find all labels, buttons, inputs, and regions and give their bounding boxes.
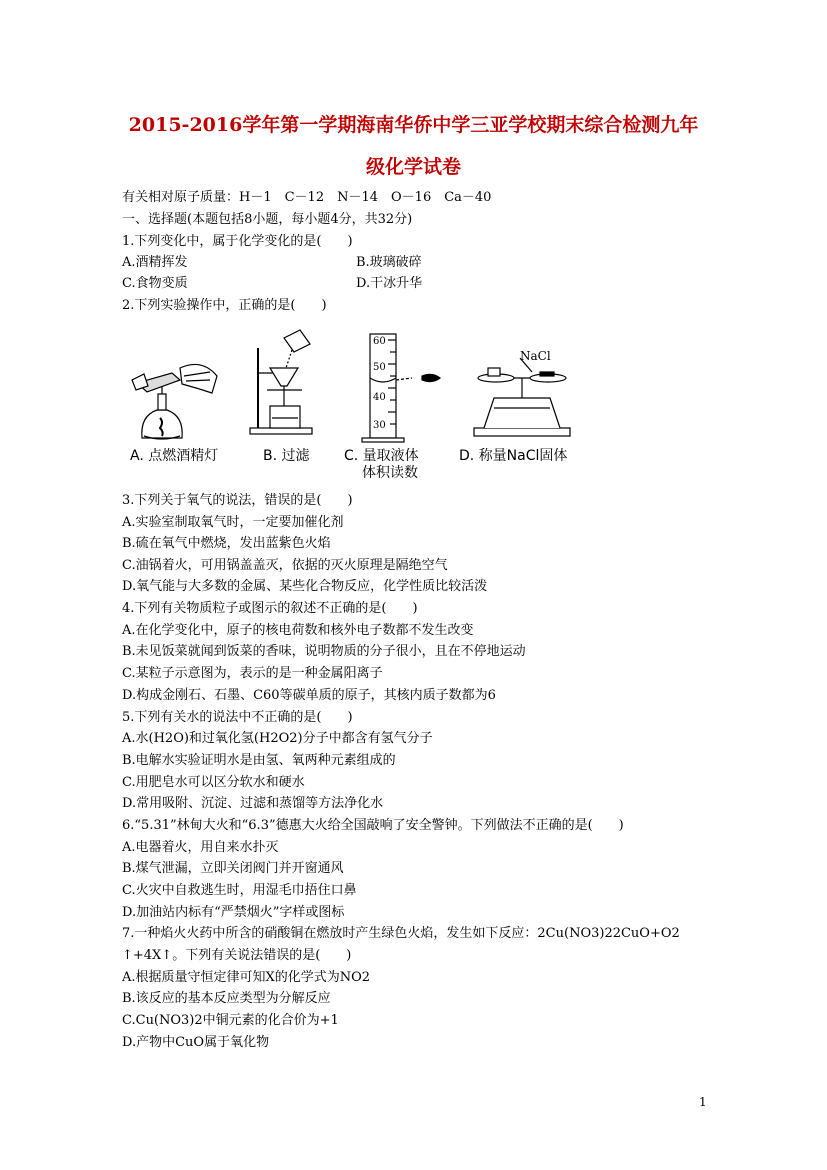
q7-option-a: A.根据质量守恒定律可知X的化学式为NO2: [122, 970, 371, 985]
q3-option-d: D.氧气能与大多数的金属、某些化合物反应，化学性质比较活泼: [122, 579, 488, 594]
q7-option-c: C.Cu(NO3)2中铜元素的化合价为+1: [122, 1013, 339, 1028]
q5-option-c: C.用肥皂水可以区分软水和硬水: [122, 775, 305, 790]
atomic-mass-note: 有关相对原子质量：H－1 C－12 N－14 O－16 Ca－40: [122, 190, 492, 205]
q6-stem: 6.“5.31”林甸大火和“6.3”德惠大火给全国敲响了安全警钟。下列做法不正确的是( ): [122, 818, 624, 833]
q4-option-d: D.构成金刚石、石墨、C60等碳单质的原子，其核内质子数都为6: [122, 688, 496, 703]
q4-option-b: B.未见饭菜就闻到饭菜的香味，说明物质的分子很小，且在不停地运动: [122, 644, 526, 659]
q3-option-b: B.硫在氧气中燃烧，发出蓝紫色火焰: [122, 536, 331, 551]
q6-option-b: B.煤气泄漏，立即关闭阀门并开窗通风: [122, 861, 344, 876]
exam-title-line1: 2015-2016学年第一学期海南华侨中学三亚学校期末综合检测九年: [128, 114, 699, 136]
q7-option-d: D.产物中CuO属于氧化物: [122, 1035, 270, 1050]
q1-option-row1: [122, 254, 188, 272]
section-heading: 一、选择题(本题包括8小题，每小题4分，共32分): [122, 212, 413, 227]
filtration-apparatus-drawing: [250, 330, 312, 434]
caption-c-line2: 体积读数: [362, 465, 418, 481]
q4-option-c: C.某粒子示意图为，表示的是一种金属阳离子: [122, 666, 383, 681]
q4-stem: 4.下列有关物质粒子或图示的叙述不正确的是( ): [122, 601, 418, 616]
q6-option-a: A.电器着火，用自来水扑灭: [122, 840, 279, 855]
q3-stem: 3.下列关于氧气的说法，错误的是( ): [122, 493, 353, 508]
q1-option-a: A.酒精挥发: [122, 255, 188, 270]
exam-title-line2: 级化学试卷: [365, 156, 461, 178]
scale-label-40: 40: [373, 392, 386, 403]
nacl-label: NaCl: [520, 349, 551, 363]
q1-stem: 1.下列变化中，属于化学变化的是( ): [122, 234, 353, 249]
q2-figure: [122, 328, 592, 488]
scale-label-60: 60: [373, 336, 386, 347]
q3-option-a: A.实验室制取氧气时，一定要加催化剂: [122, 515, 344, 530]
q1-option-c: C.食物变质: [122, 276, 188, 291]
caption-a: A. 点燃酒精灯: [130, 448, 219, 464]
page-number: 1: [699, 1095, 707, 1109]
q3-option-c: C.油锅着火，可用锅盖盖灭，依据的灭火原理是隔绝空气: [122, 558, 448, 573]
q5-option-b: B.电解水实验证明水是由氢、氧两种元素组成的: [122, 753, 396, 768]
q4-option-a: A.在化学变化中，原子的核电荷数和核外电子数都不发生改变: [122, 623, 474, 638]
balance-drawing: [474, 358, 570, 436]
q5-stem: 5.下列有关水的说法中不正确的是( ): [122, 710, 353, 725]
q1-option-d: D.干冰升华: [356, 276, 423, 291]
q2-stem: 2.下列实验操作中，正确的是( ): [122, 298, 327, 313]
q7-stem-line2: ↑+4X↑。下列有关说法错误的是( ): [122, 948, 352, 963]
q6-option-d: D.加油站内标有“严禁烟火”字样或图标: [122, 905, 345, 920]
q7-stem-line1: 7.一种焰火火药中所含的硝酸铜在燃放时产生绿色火焰，发生如下反应：2Cu(NO3)22CuO+O2: [122, 926, 680, 941]
q6-option-c: C.火灾中自救逃生时，用湿毛巾捂住口鼻: [122, 883, 357, 898]
q7-option-b: B.该反应的基本反应类型为分解反应: [122, 991, 331, 1006]
caption-c-line1: C. 量取液体: [344, 448, 419, 464]
q1-option-b: B.玻璃破碎: [356, 255, 422, 270]
caption-b: B. 过滤: [263, 448, 310, 464]
scale-label-30: 30: [373, 420, 386, 431]
q5-option-d: D.常用吸附、沉淀、过滤和蒸馏等方法净化水: [122, 796, 384, 811]
lab-operations-illustration: [122, 328, 592, 448]
scale-label-50: 50: [373, 362, 386, 373]
alcohol-lamp-drawing: [132, 364, 217, 439]
caption-d: D. 称量NaCl固体: [459, 448, 568, 464]
q5-option-a: A.水(H2O)和过氧化氢(H2O2)分子中都含有氢气分子: [122, 731, 433, 746]
